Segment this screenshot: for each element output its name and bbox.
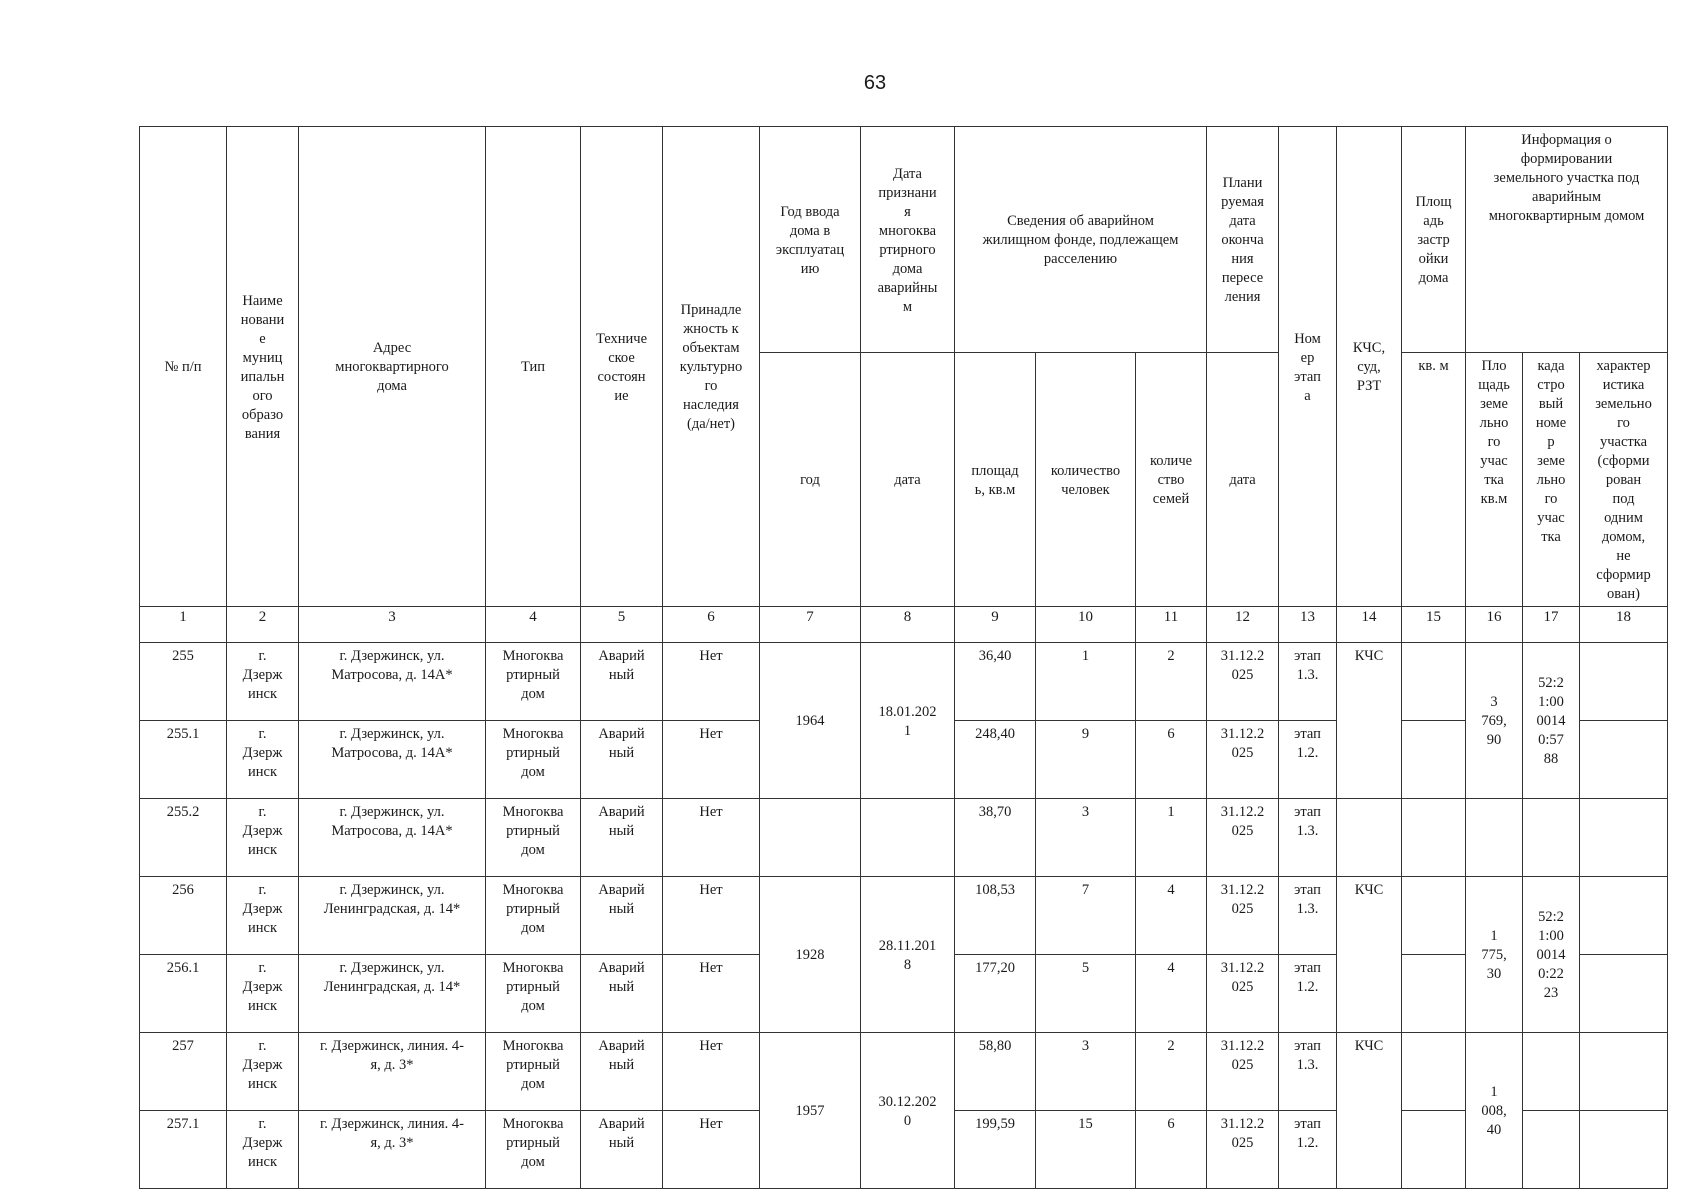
technical-state-cell: Аварий ный [581,643,663,721]
municipality-cell: г. Дзерж инск [227,1111,299,1189]
header-technical-state: Техниче ское состоян ие [581,127,663,607]
people-count-cell: 15 [1036,1111,1136,1189]
emergency-date-cell: 18.01.202 1 [861,643,955,799]
row-number: 256 [140,877,227,955]
header-building-area: Площ адь застр ойки дома [1402,127,1466,353]
land-characteristic-cell [1580,643,1668,721]
building-area-cell [1402,1111,1466,1189]
commission-year-cell: 1957 [760,1033,861,1189]
address-cell: г. Дзержинск, линия. 4- я, д. 3* [299,1111,486,1189]
municipality-cell: г. Дзерж инск [227,955,299,1033]
stage-cell: этап 1.3. [1279,643,1337,721]
municipality-cell: г. Дзерж инск [227,1033,299,1111]
building-area-cell [1402,799,1466,877]
area-cell: 177,20 [955,955,1036,1033]
technical-state-cell: Аварий ный [581,721,663,799]
column-number: 1 [140,607,227,643]
address-cell: г. Дзержинск, ул. Матросова, д. 14А* [299,799,486,877]
planned-date-cell: 31.12.2 025 [1207,877,1279,955]
area-cell: 38,70 [955,799,1036,877]
header-unit-date: дата [861,353,955,607]
column-number: 15 [1402,607,1466,643]
column-number: 12 [1207,607,1279,643]
stage-cell: этап 1.3. [1279,799,1337,877]
cadastral-number-cell [1523,1033,1580,1111]
cadastral-number-cell [1523,799,1580,877]
stage-cell: этап 1.2. [1279,955,1337,1033]
row-number: 257 [140,1033,227,1111]
cadastral-number-cell [1523,1111,1580,1189]
municipality-cell: г. Дзерж инск [227,721,299,799]
kchs-cell: КЧС [1337,1033,1402,1189]
heritage-cell: Нет [663,1033,760,1111]
municipality-cell: г. Дзерж инск [227,877,299,955]
house-type-cell: Многоква ртирный дом [486,955,581,1033]
emergency-date-cell [861,799,955,877]
column-number: 16 [1466,607,1523,643]
land-characteristic-cell [1580,1111,1668,1189]
table-row [140,643,1668,721]
building-area-cell [1402,877,1466,955]
land-area-cell: 3 769, 90 [1466,643,1523,799]
cadastral-number-cell: 52:2 1:00 0014 0:22 23 [1523,877,1580,1033]
header-unit-area: площад ь, кв.м [955,353,1036,607]
commission-year-cell [760,799,861,877]
building-area-cell [1402,643,1466,721]
building-area-cell [1402,721,1466,799]
kchs-cell: КЧС [1337,643,1402,799]
land-area-cell: 1 775, 30 [1466,877,1523,1033]
header-land-cadastral: када стро вый номе р земе льно го учас тка [1523,353,1580,607]
column-number: 3 [299,607,486,643]
row-number: 255.1 [140,721,227,799]
emergency-housing-table [139,126,1668,1189]
heritage-cell: Нет [663,1111,760,1189]
emergency-date-cell: 28.11.201 8 [861,877,955,1033]
technical-state-cell: Аварий ный [581,1111,663,1189]
stage-cell: этап 1.2. [1279,1111,1337,1189]
header-unit-land-area-label: кв.м [1480,491,1508,507]
kchs-cell [1337,799,1402,877]
people-count-cell: 9 [1036,721,1136,799]
house-type-cell: Многоква ртирный дом [486,799,581,877]
area-cell: 108,53 [955,877,1036,955]
header-unit-land-area [1466,353,1523,607]
column-number: 8 [861,607,955,643]
column-number: 11 [1136,607,1207,643]
emergency-date-cell: 30.12.202 0 [861,1033,955,1189]
land-characteristic-cell [1580,1033,1668,1111]
column-number: 5 [581,607,663,643]
table-row [140,877,1668,955]
column-number: 10 [1036,607,1136,643]
header-municipality: Наиме новани е муниц ипальн ого образо вания [227,127,299,607]
header-unit-families: количе ство семей [1136,353,1207,607]
address-cell: г. Дзержинск, ул. Матросова, д. 14А* [299,643,486,721]
planned-date-cell: 31.12.2 025 [1207,643,1279,721]
header-emergency-date: Дата признани я многоква ртирного дома аварийны м [861,127,955,353]
column-number-row [140,607,1668,643]
land-area-cell: 1 008, 40 [1466,1033,1523,1189]
area-cell: 36,40 [955,643,1036,721]
people-count-cell: 1 [1036,643,1136,721]
header-unit-building-area: кв. м [1402,353,1466,607]
header-heritage: Принадле жность к объектам культурно го наследия (да/нет) [663,127,760,607]
address-cell: г. Дзержинск, ул. Матросова, д. 14А* [299,721,486,799]
table-row [140,799,1668,877]
planned-date-cell: 31.12.2 025 [1207,1033,1279,1111]
header-land-characteristic: характер истика земельно го участка (сформи рован под одним домом, не сформир ован) [1580,353,1668,607]
kchs-cell: КЧС [1337,877,1402,1033]
technical-state-cell: Аварий ный [581,877,663,955]
row-number: 255 [140,643,227,721]
header-number: № п/п [140,127,227,607]
header-kchs: КЧС, суд, РЗТ [1337,127,1402,607]
stage-cell: этап 1.2. [1279,721,1337,799]
column-number: 14 [1337,607,1402,643]
header-land-info: Информация о формировании земельного участка под аварийным многоквартирным домом [1466,127,1668,353]
heritage-cell: Нет [663,721,760,799]
technical-state-cell: Аварий ный [581,1033,663,1111]
house-type-cell: Многоква ртирный дом [486,1111,581,1189]
area-cell: 58,80 [955,1033,1036,1111]
column-number: 13 [1279,607,1337,643]
building-area-cell [1402,955,1466,1033]
people-count-cell: 5 [1036,955,1136,1033]
row-number: 256.1 [140,955,227,1033]
technical-state-cell: Аварий ный [581,955,663,1033]
address-cell: г. Дзержинск, ул. Ленинградская, д. 14* [299,955,486,1033]
commission-year-cell: 1928 [760,877,861,1033]
page-number: 63 [863,72,887,94]
area-cell: 199,59 [955,1111,1036,1189]
column-number: 7 [760,607,861,643]
commission-year-cell: 1964 [760,643,861,799]
column-number: 18 [1580,607,1668,643]
header-address: Адрес многоквартирного дома [299,127,486,607]
planned-date-cell: 31.12.2 025 [1207,799,1279,877]
land-characteristic-cell [1580,721,1668,799]
house-type-cell: Многоква ртирный дом [486,721,581,799]
header-planned-date: Плани руемая дата оконча ния пересе ления [1207,127,1279,353]
row-number: 255.2 [140,799,227,877]
families-count-cell: 6 [1136,1111,1207,1189]
header-unit-year: год [760,353,861,607]
land-characteristic-cell [1580,877,1668,955]
header-row [140,127,1668,353]
column-number: 17 [1523,607,1580,643]
municipality-cell: г. Дзерж инск [227,799,299,877]
column-number: 6 [663,607,760,643]
column-number: 2 [227,607,299,643]
cadastral-number-cell: 52:2 1:00 0014 0:57 88 [1523,643,1580,799]
planned-date-cell: 31.12.2 025 [1207,1111,1279,1189]
families-count-cell: 6 [1136,721,1207,799]
families-count-cell: 2 [1136,1033,1207,1111]
planned-date-cell: 31.12.2 025 [1207,955,1279,1033]
municipality-cell: г. Дзерж инск [227,643,299,721]
land-characteristic-cell [1580,799,1668,877]
house-type-cell: Многоква ртирный дом [486,643,581,721]
row-number: 257.1 [140,1111,227,1189]
planned-date-cell: 31.12.2 025 [1207,721,1279,799]
header-stage: Ном ер этап а [1279,127,1337,607]
stage-cell: этап 1.3. [1279,877,1337,955]
address-cell: г. Дзержинск, ул. Ленинградская, д. 14* [299,877,486,955]
families-count-cell: 4 [1136,877,1207,955]
header-unit-people: количество человек [1036,353,1136,607]
heritage-cell: Нет [663,799,760,877]
heritage-cell: Нет [663,643,760,721]
table-row [140,1033,1668,1111]
column-number: 4 [486,607,581,643]
people-count-cell: 7 [1036,877,1136,955]
header-type: Тип [486,127,581,607]
people-count-cell: 3 [1036,1033,1136,1111]
land-area-cell [1466,799,1523,877]
house-type-cell: Многоква ртирный дом [486,877,581,955]
stage-cell: этап 1.3. [1279,1033,1337,1111]
house-type-cell: Многоква ртирный дом [486,1033,581,1111]
column-number: 9 [955,607,1036,643]
address-cell: г. Дзержинск, линия. 4- я, д. 3* [299,1033,486,1111]
building-area-cell [1402,1033,1466,1111]
land-characteristic-cell [1580,955,1668,1033]
header-unit-plan-date: дата [1207,353,1279,607]
families-count-cell: 4 [1136,955,1207,1033]
header-emergency-fund: Сведения об аварийном жилищном фонде, подлежащем расселению [955,127,1207,353]
area-cell: 248,40 [955,721,1036,799]
heritage-cell: Нет [663,877,760,955]
technical-state-cell: Аварий ный [581,799,663,877]
people-count-cell: 3 [1036,799,1136,877]
heritage-cell: Нет [663,955,760,1033]
header-land-area: Пло щадь земе льно го учас тка [1478,358,1510,488]
families-count-cell: 1 [1136,799,1207,877]
header-commission-year: Год ввода дома в эксплуатац ию [760,127,861,353]
families-count-cell: 2 [1136,643,1207,721]
